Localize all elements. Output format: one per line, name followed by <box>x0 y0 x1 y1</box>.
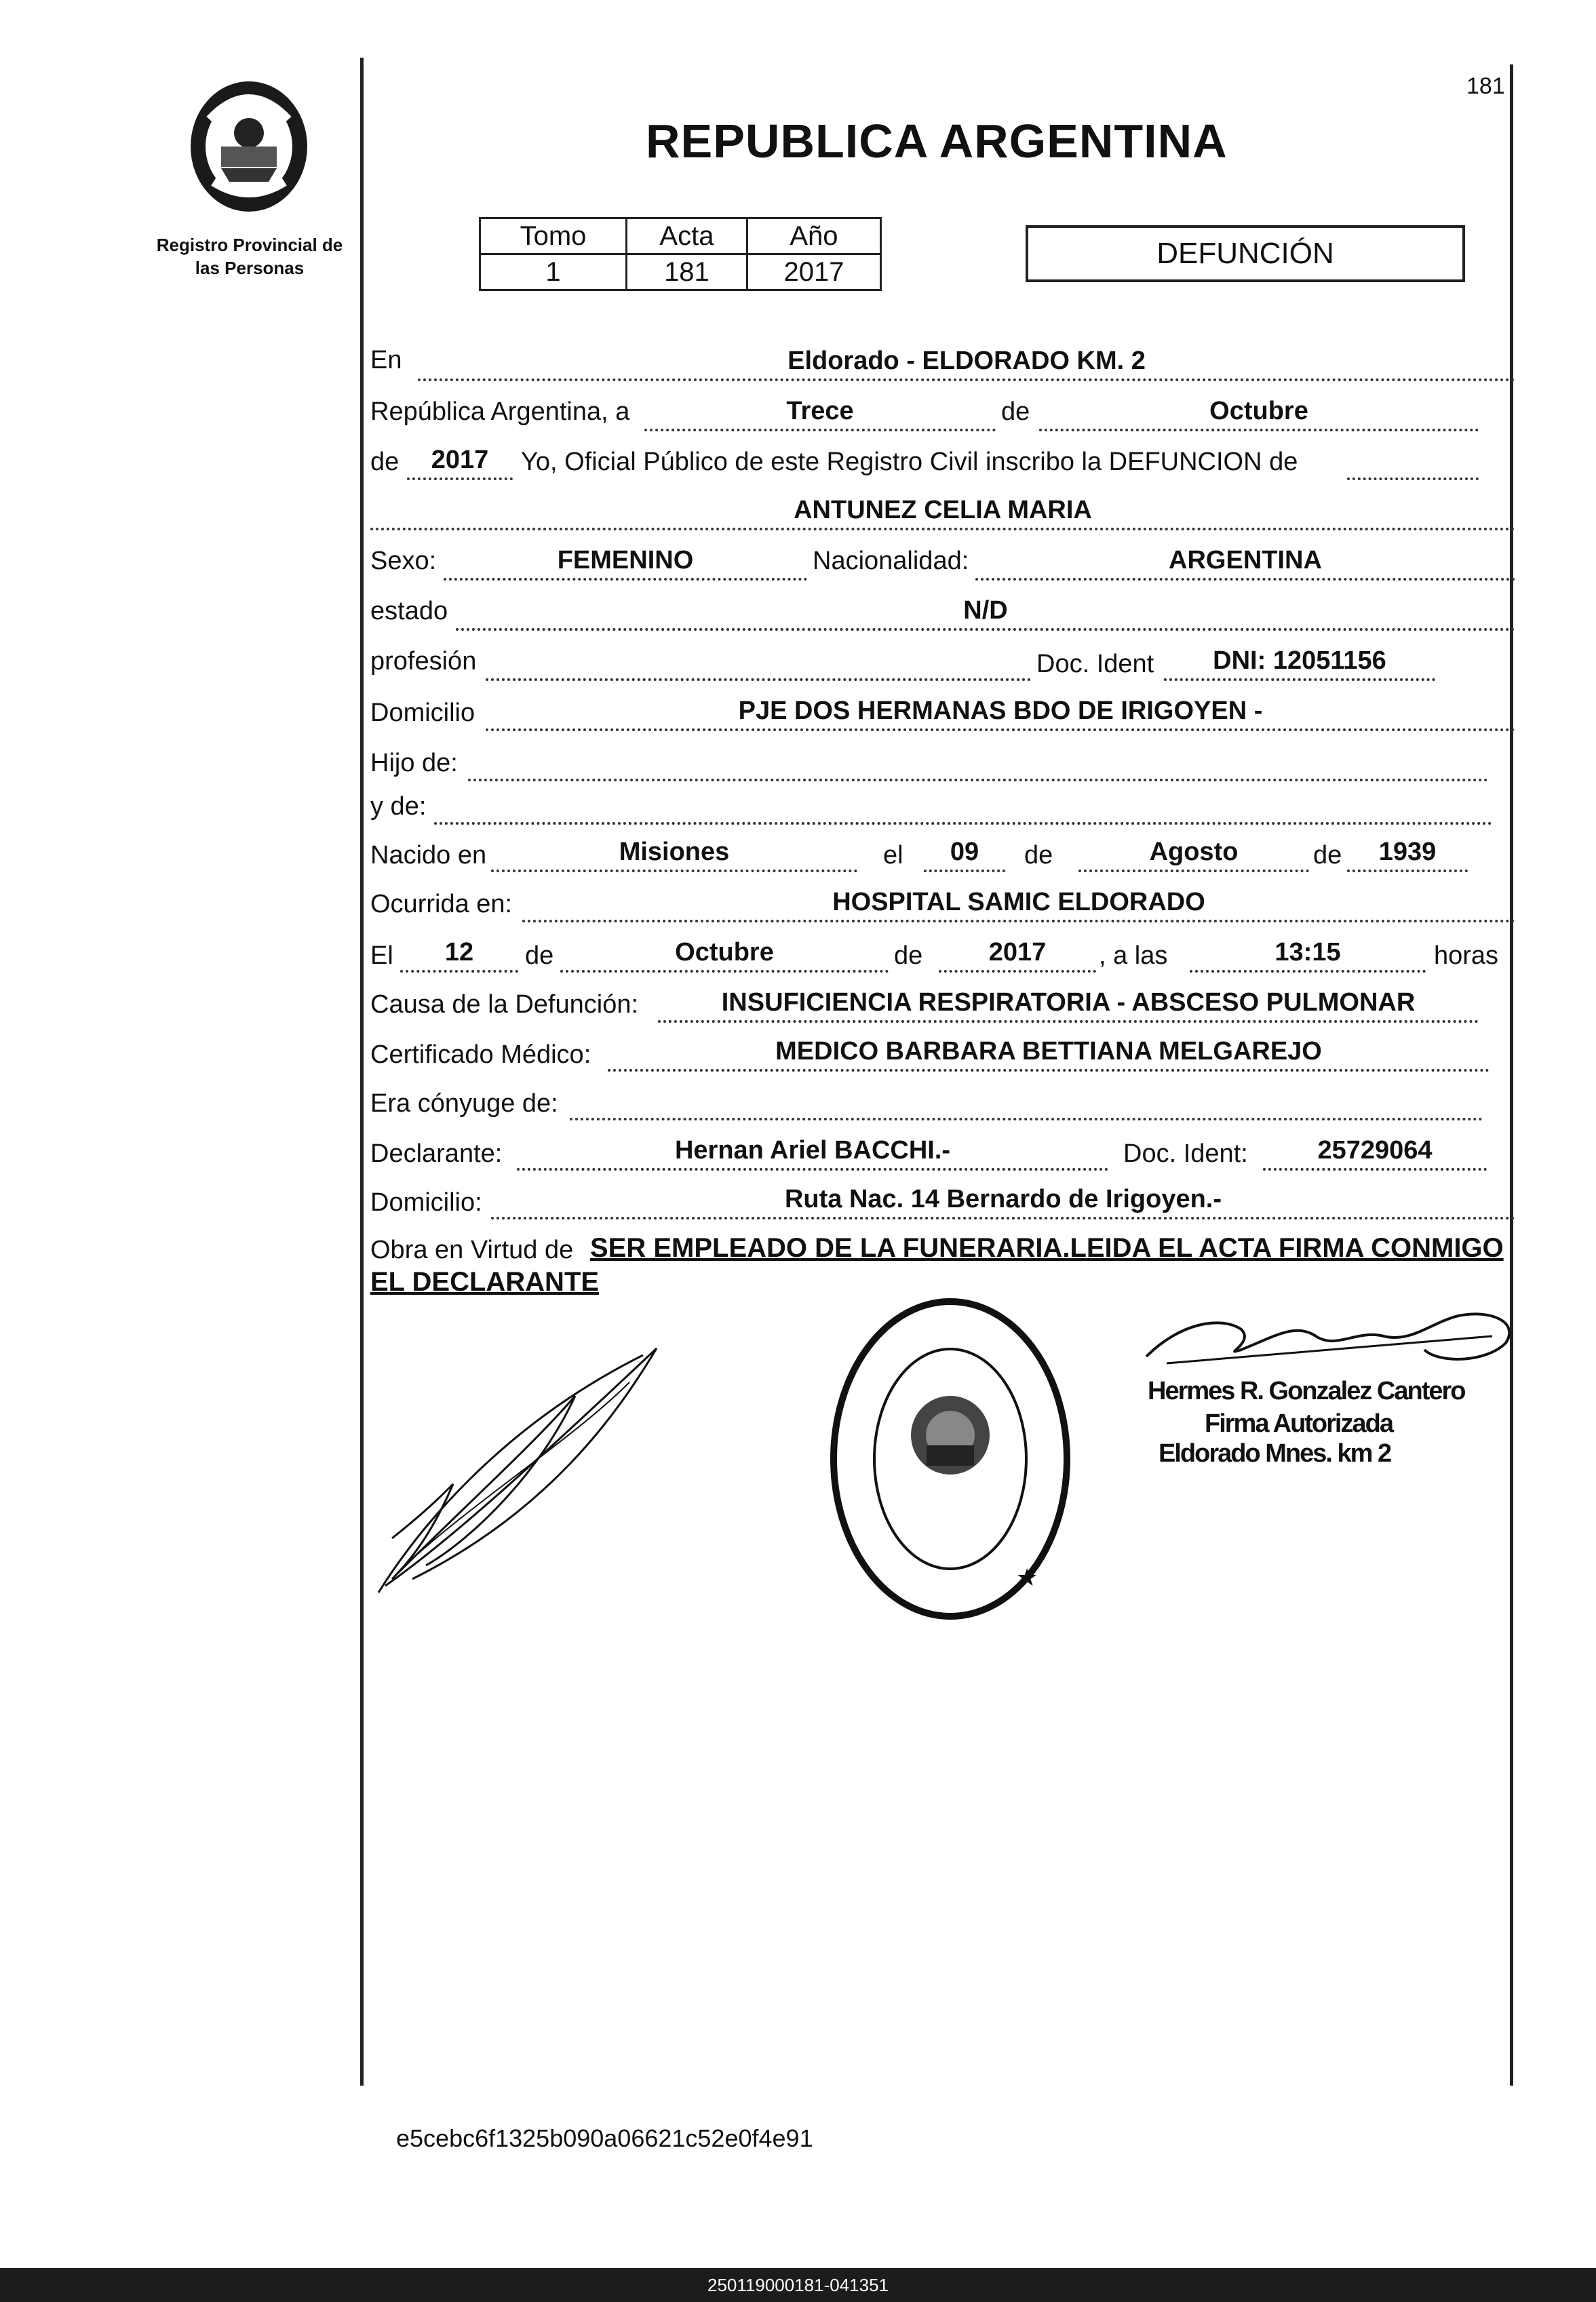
field-hijo-de <box>468 743 1488 781</box>
official-place: Eldorado Mnes. km 2 <box>1159 1439 1391 1468</box>
field-fallec-mes: Octubre <box>560 935 889 973</box>
label-de: de <box>1001 397 1030 426</box>
field-ocurrida-en: HOSPITAL SAMIC ELDORADO <box>522 884 1515 922</box>
registry-line1: Registro Provincial de <box>156 235 343 255</box>
label-nacionalidad: Nacionalidad: <box>813 547 969 575</box>
label-el-cap: El <box>370 941 393 970</box>
label-de: de <box>894 941 923 970</box>
label-causa: Causa de la Defunción: <box>370 990 639 1019</box>
field-fallec-dia: 12 <box>400 935 518 973</box>
label-en: En <box>370 346 402 374</box>
left-margin-line <box>360 58 364 2086</box>
page-title: REPUBLICA ARGENTINA <box>646 115 1228 168</box>
field-dia-texto: Trece <box>644 393 996 431</box>
record-table-value-row <box>480 254 881 290</box>
field-nacionalidad: ARGENTINA <box>975 543 1515 581</box>
label-declarante: Declarante: <box>370 1139 503 1168</box>
label-doc-ident: Doc. Ident <box>1036 650 1154 678</box>
label-sexo: Sexo: <box>370 547 437 575</box>
field-lugar: Eldorado - ELDORADO KM. 2 <box>418 343 1515 381</box>
label-de: de <box>1313 841 1342 870</box>
field-declarante-domicilio: Ruta Nac. 14 Bernardo de Irigoyen.- <box>491 1182 1515 1220</box>
record-table <box>479 217 882 291</box>
label-de: de <box>525 941 554 970</box>
field-obra-line1: SER EMPLEADO DE LA FUNERARIA.LEIDA EL ACTA FIRMA CONMIGO <box>590 1233 1504 1263</box>
label-nacido-en: Nacido en <box>370 841 487 870</box>
official-name: Hermes R. Gonzalez Cantero <box>1148 1377 1465 1405</box>
footer-code-bar: 250119000181-041351 <box>0 2268 1596 2302</box>
label-certificado: Certificado Médico: <box>370 1040 591 1069</box>
field-y-de <box>434 787 1492 825</box>
field-fallec-anio: 2017 <box>939 935 1096 973</box>
label-domicilio: Domicilio <box>370 699 475 727</box>
svg-text:★: ★ <box>1016 1564 1038 1592</box>
field-domicilio: PJE DOS HERMANAS BDO DE IRIGOYEN - <box>486 693 1515 731</box>
field-fallec-hora: 13:15 <box>1190 935 1426 973</box>
record-table-header: Tomo <box>480 218 627 254</box>
field-blank <box>1347 442 1479 480</box>
field-sexo: FEMENINO <box>444 543 807 581</box>
field-nacido-dia: 09 <box>924 834 1005 872</box>
label-doc-ident2: Doc. Ident: <box>1123 1139 1248 1168</box>
field-nacido-mes: Agosto <box>1078 834 1309 872</box>
record-table-header-row <box>480 218 881 254</box>
label-hijo-de: Hijo de: <box>370 749 458 777</box>
label-de: de <box>370 448 400 476</box>
label-a-las: , a las <box>1099 941 1168 970</box>
field-declarante: Hernan Ariel BACCHI.- <box>517 1133 1108 1171</box>
label-conyuge: Era cónyuge de: <box>370 1089 558 1118</box>
registry-line2: las Personas <box>195 258 305 278</box>
field-declarante-doc: 25729064 <box>1263 1133 1487 1171</box>
field-causa: INSUFICIENCIA RESPIRATORIA - ABSCESO PULMONAR <box>658 985 1479 1023</box>
page-number: 181 <box>1466 73 1505 99</box>
label-profesion: profesión <box>370 647 477 676</box>
label-republica: República Argentina, a <box>370 397 630 426</box>
field-doc-ident: DNI: 12051156 <box>1164 643 1435 681</box>
label-ocurrida-en: Ocurrida en: <box>370 890 513 918</box>
official-role: Firma Autorizada <box>1205 1409 1393 1438</box>
record-table-value: 1 <box>480 254 627 290</box>
document-hash: e5cebc6f1325b090a06621c52e0f4e91 <box>396 2124 813 2152</box>
label-el: el <box>883 841 903 870</box>
registry-label <box>149 233 350 279</box>
field-estado: N/D <box>456 593 1515 631</box>
field-certificado: MEDICO BARBARA BETTIANA MELGAREJO <box>608 1034 1490 1072</box>
label-yo-oficial: Yo, Oficial Público de este Registro Civil inscribo la DEFUNCION de <box>521 448 1298 476</box>
label-de: de <box>1024 841 1053 870</box>
official-signature <box>1140 1295 1530 1377</box>
field-nombre: ANTUNEZ CELIA MARIA <box>370 492 1515 530</box>
field-obra-line2: EL DECLARANTE <box>370 1267 600 1297</box>
field-mes-texto: Octubre <box>1039 393 1479 431</box>
record-table-header: Año <box>747 218 880 254</box>
field-profesion <box>486 643 1031 681</box>
label-domicilio2: Domicilio: <box>370 1188 482 1217</box>
record-table-value: 181 <box>626 254 747 290</box>
field-anio: 2017 <box>407 442 513 480</box>
round-registry-seal <box>825 1293 1076 1625</box>
field-nacido-anio: 1939 <box>1347 834 1468 872</box>
field-conyuge <box>570 1082 1483 1120</box>
declarant-signature <box>372 1335 670 1606</box>
record-table-value: 2017 <box>747 254 880 290</box>
label-estado: estado <box>370 597 448 625</box>
record-type-box: DEFUNCIÓN <box>1026 225 1465 282</box>
label-horas: horas <box>1434 941 1499 970</box>
misiones-province-seal <box>174 66 324 217</box>
field-nacido-en: Misiones <box>491 834 857 872</box>
label-obra: Obra en Virtud de <box>370 1236 574 1264</box>
label-y-de: y de: <box>370 792 427 821</box>
record-table-header: Acta <box>626 218 747 254</box>
